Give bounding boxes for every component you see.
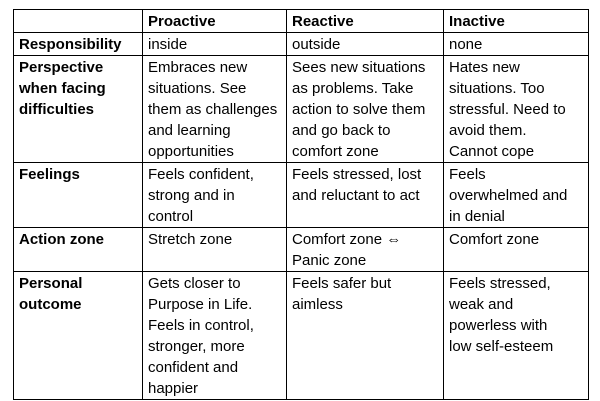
cell-perspective-reactive: Sees new situations as problems. Take action to solve them and go back to comfort zone [287, 56, 444, 163]
cell-responsibility-reactive: outside [287, 33, 444, 56]
row-label-action-zone: Action zone [14, 228, 143, 272]
cell-feelings-proactive: Feels confident, strong and in control [143, 163, 287, 228]
cell-outcome-inactive: Feels stressed, weak and powerless with low self-esteem [444, 272, 589, 400]
comparison-table [13, 9, 589, 400]
cell-responsibility-proactive: inside [143, 33, 287, 56]
header-cell-proactive: Proactive [143, 10, 287, 33]
row-label-personal-outcome: Personal outcome [14, 272, 143, 400]
table-row-action-zone [14, 228, 589, 272]
header-cell-corner [14, 10, 143, 33]
cell-action-zone-reactive: Comfort zone ⇔ Panic zone [287, 228, 444, 272]
header-row [14, 10, 589, 33]
row-label-feelings: Feelings [14, 163, 143, 228]
cell-outcome-reactive: Feels safer but aimless [287, 272, 444, 400]
cell-action-zone-inactive: Comfort zone [444, 228, 589, 272]
row-label-responsibility: Responsibility [14, 33, 143, 56]
cell-outcome-proactive: Gets closer to Purpose in Life. Feels in control, stronger, more confident and happier [143, 272, 287, 400]
table-row-perspective [14, 56, 589, 163]
table-row-responsibility [14, 33, 589, 56]
cell-perspective-inactive: Hates new situations. Too stressful. Need to avoid them. Cannot cope [444, 56, 589, 163]
cell-perspective-proactive: Embraces new situations. See them as challenges and learning opportunities [143, 56, 287, 163]
cell-action-zone-proactive: Stretch zone [143, 228, 287, 272]
table-row-personal-outcome [14, 272, 589, 400]
header-cell-reactive: Reactive [287, 10, 444, 33]
row-label-perspective: Perspective when facing difficulties [14, 56, 143, 163]
cell-feelings-reactive: Feels stressed, lost and reluctant to act [287, 163, 444, 228]
cell-responsibility-inactive: none [444, 33, 589, 56]
cell-feelings-inactive: Feels overwhelmed and in denial [444, 163, 589, 228]
header-cell-inactive: Inactive [444, 10, 589, 33]
table-row-feelings [14, 163, 589, 228]
